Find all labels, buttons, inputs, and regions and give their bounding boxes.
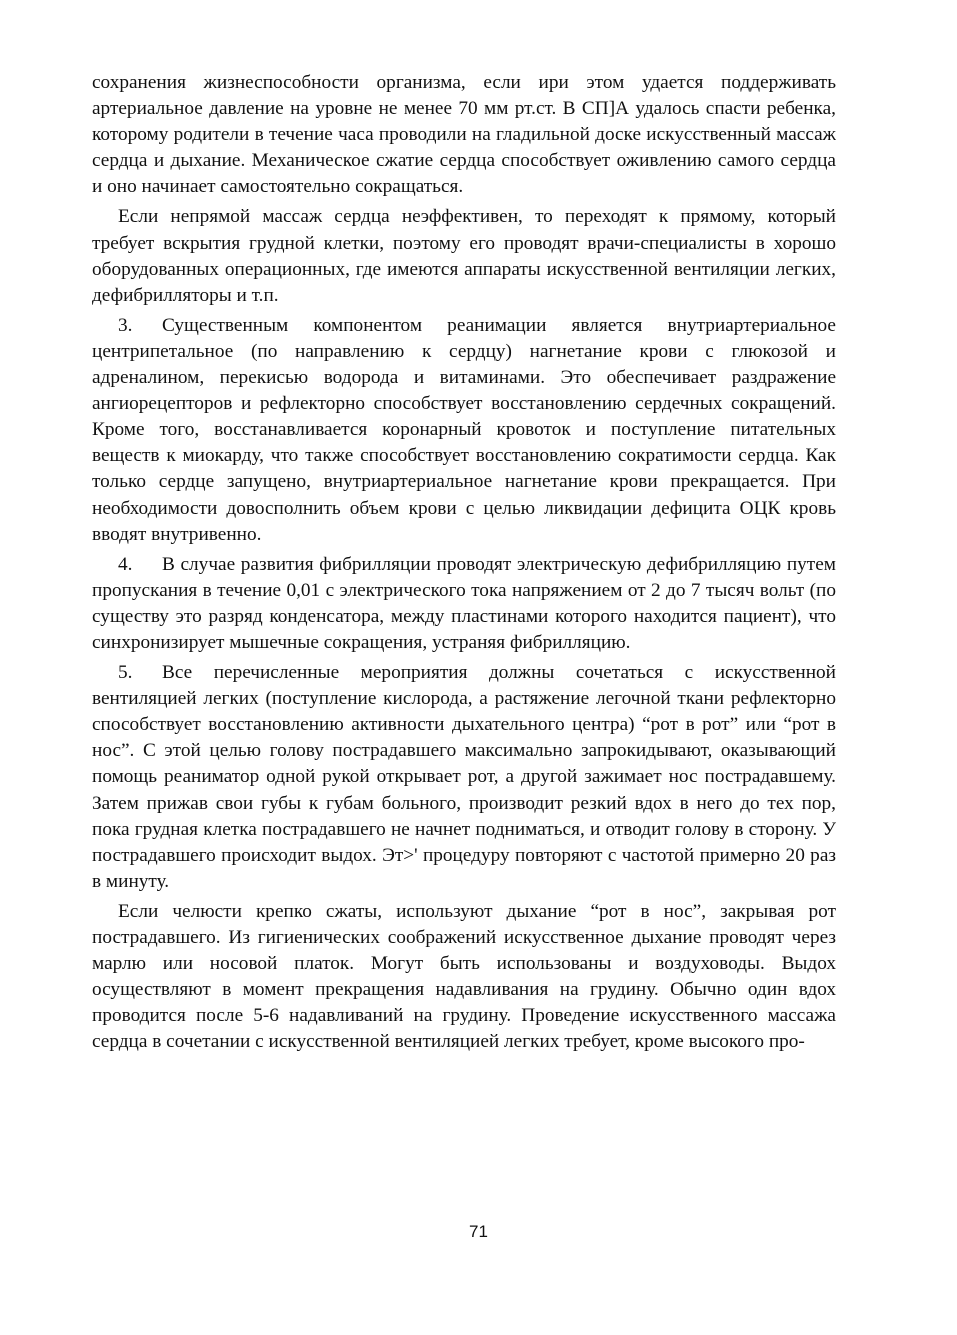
paragraph-1-text: сохранения жизнеспособности организма, если ири этом удается поддерживать артериальное давление на уровне не менее 70 мм рт.ст. В СП]А удалось спасти ребенка, которому родители в течение часа проводили на гладильной доске искусственный массаж сердца и дыхание. Механическое сжатие сердца способствует оживлению самого сердца и оно начинает самостоятельно сокращаться. [92, 72, 836, 198]
paragraph-4-text: В случае развития фибрилляции проводят электрическую дефибрилляцию путем пропускания в течение 0,01 с электрического тока напряжением от 2 до 7 тысяч вольт (по существу это разряд конденсатора, между пластинами которого находится пациент), что синхронизирует мышечные сокращения, устраняя фибрилляцию. [92, 553, 836, 653]
paragraph-6-text: Если челюсти крепко сжаты, используют дыхание “рот в нос”, закрывая рот пострадавшего. Из гигиенических соображений искусственное дыхание проводят через марлю или носовой платок. Могут быть использованы и воздуховоды. Выдох осуществляют в момент прекращения надавливания на грудину. Обычно один вдох проводится после 5-6 надавливаний на грудину. Проведение искусственного массажа сердца в сочетании с искусственной вентиляцией легких требует, кроме высокого про- [92, 900, 836, 1053]
list-number-3: 3. [118, 314, 133, 336]
paragraph-3 [92, 313, 836, 548]
paragraph-4 [92, 552, 836, 656]
paragraph-2-text: Если непрямой массаж сердца неэффективен, то переходят к прямому, который требует вскрытия грудной клетки, поэтому его проводят врачи-специалисты в хорошо оборудованных операционных, где имеются аппараты искусственной вентиляции легких, дефибрилляторы и т.п. [92, 206, 836, 306]
page-text [92, 70, 836, 1059]
paragraph-5 [92, 660, 836, 895]
paragraph-3-text: Существенным компонентом реанимации является внутриартериальное центрипетальное (по направлению к сердцу) нагнетание крови с глюкозой и адреналином, перекисью водорода и витаминами. Это обеспечивает раздражение ангиорецепторов и рефлекторно способствует восстановлению сердечных сокращений. Кроме того, восстанавливается коронарный кровоток и поступление питательных веществ к миокарду, что также способствует восстановлению сократимости сердца. Как только сердце запущено, внутриартериальное нагнетание крови прекращается. При необходимости довосполнить объем крови с целью ликвидации дефицита ОЦК кровь вводят внутривенно. [92, 314, 836, 545]
paragraph-6 [92, 899, 836, 1056]
paragraph-2 [92, 204, 836, 308]
paragraph-1 [92, 70, 836, 200]
list-number-4: 4. [118, 553, 133, 575]
paragraph-5-text: Все перечисленные мероприятия должны сочетаться с искусственной вентиляцией легких (поступление кислорода, а растяжение легочной ткани рефлекторно способствует восстановлению активности дыхательного центра) “рот в рот” или “рот в нос”. С этой целью голову пострадавшего максимально запрокидывают, оказывающий помощь реаниматор одной рукой открывает рот, а другой зажимает нос пострадавшему. Затем прижав свои губы к губам больного, производит резкий вдох в него до тех пор, пока грудная клетка пострадавшего не начнет подниматься, и отводит голову в сторону. У пострадавшего происходит выдох. Эт>' процедуру повторяют с частотой примерно 20 раз в минуту. [92, 662, 836, 892]
list-number-5: 5. [118, 662, 133, 684]
page-number: 71 [469, 1222, 488, 1241]
